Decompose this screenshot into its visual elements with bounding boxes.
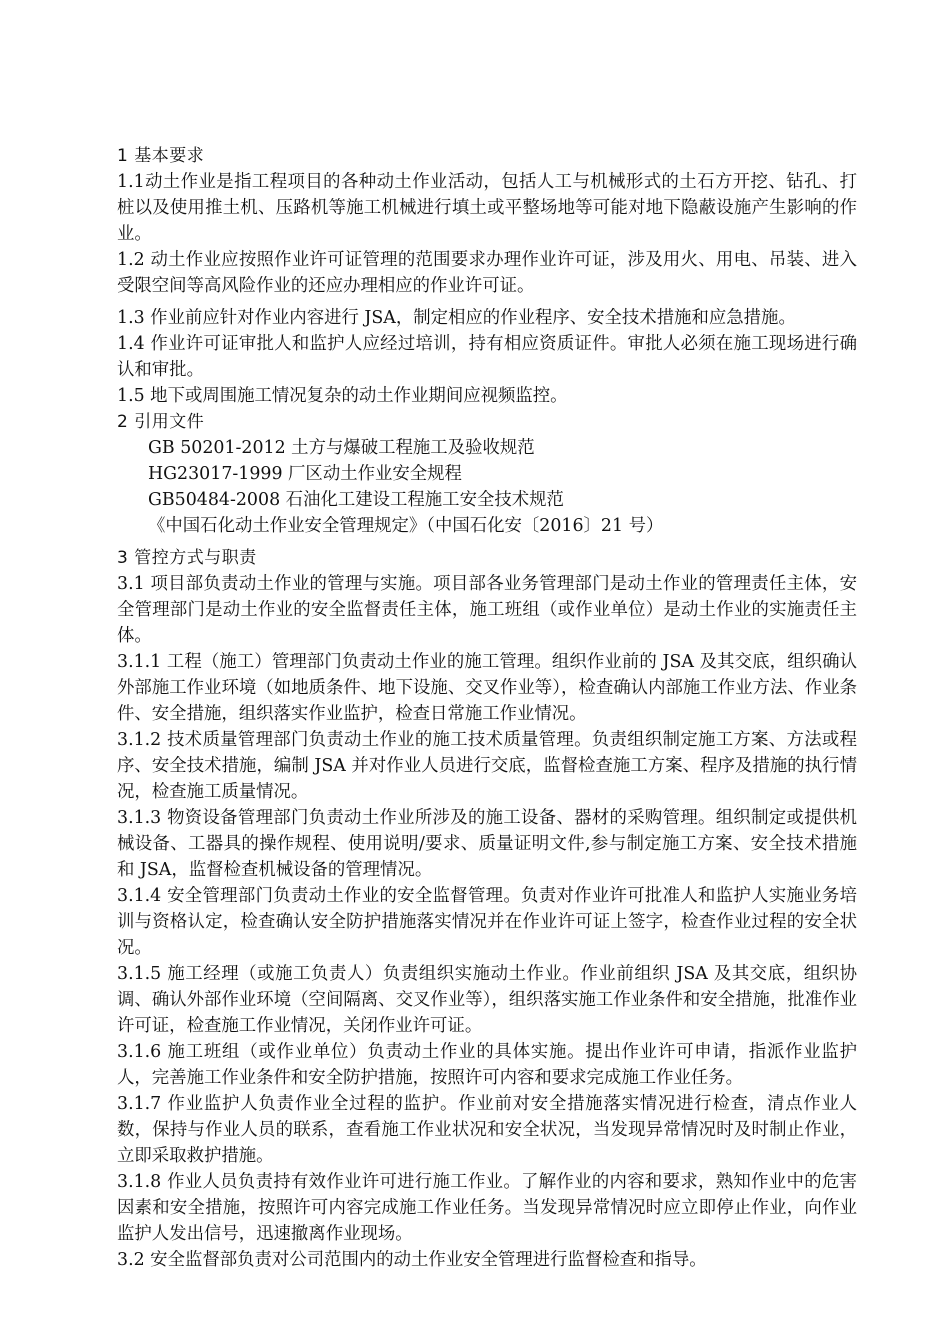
paragraph-3-1-6: 3.1.6 施工班组（或作业单位）负责动土作业的具体实施。提出作业许可申请，指派作业监护人，完善施工作业条件和安全防护措施，按照许可内容和要求完成施工作业任务。 <box>117 1042 857 1088</box>
section-heading-control-and-duties: 3 管控方式与职责 <box>117 548 257 568</box>
paragraph-1-2: 1.2 动土作业应按照作业许可证管理的范围要求办理作业许可证，涉及用火、用电、吊装、进入受限空间等高风险作业的还应办理相应的作业许可证。 <box>117 250 857 296</box>
section-heading-referenced-documents: 2 引用文件 <box>117 412 205 432</box>
paragraph-1-3: 1.3 作业前应针对作业内容进行 JSA，制定相应的作业程序、安全技术措施和应急措施。 <box>117 308 796 328</box>
paragraph-3-1-7: 3.1.7 作业监护人负责作业全过程的监护。作业前对安全措施落实情况进行检查，清点作业人数，保持与作业人员的联系，查看施工作业状况和安全状况，当发现异常情况时及时制止作业，立即采取救护措施。 <box>117 1094 857 1166</box>
paragraph-3-1-5: 3.1.5 施工经理（或施工负责人）负责组织实施动土作业。作业前组织 JSA 及其交底，组织协调、确认外部作业环境（空间隔离、交叉作业等），组织落实施工作业条件和安全措施，批准作业许可证，检查施工作业情况，关闭作业许可证。 <box>117 964 857 1036</box>
paragraph-3-1-4: 3.1.4 安全管理部门负责动土作业的安全监督管理。负责对作业许可批准人和监护人实施业务培训与资格认定，检查确认安全防护措施落实情况并在作业许可证上签字，检查作业过程的安全状况。 <box>117 886 857 958</box>
paragraph-3-1-8: 3.1.8 作业人员负责持有效作业许可进行施工作业。了解作业的内容和要求，熟知作业中的危害因素和安全措施，按照许可内容完成施工作业任务。当发现异常情况时应立即停止作业，向作业监护人发出信号，迅速撤离作业现场。 <box>117 1172 857 1244</box>
paragraph-1-1: 1.1动土作业是指工程项目的各种动土作业活动，包括人工与机械形式的土石方开挖、钻孔、打桩以及使用推土机、压路机等施工机械进行填土或平整场地等可能对地下隐蔽设施产生影响的作业。 <box>117 172 857 244</box>
document-body <box>117 143 857 1273</box>
paragraph-3-1-2: 3.1.2 技术质量管理部门负责动土作业的施工技术质量管理。负责组织制定施工方案、方法或程序、安全技术措施，编制 JSA 并对作业人员进行交底，监督检查施工方案、程序及措施的执行情况，检查施工质量情况。 <box>117 730 857 802</box>
paragraph-1-4: 1.4 作业许可证审批人和监护人应经过培训，持有相应资质证件。审批人必须在施工现场进行确认和审批。 <box>117 334 857 380</box>
reference-item: GB50484-2008 石油化工建设工程施工安全技术规范 <box>148 490 564 510</box>
section-heading-basic-requirements: 1 基本要求 <box>117 146 205 166</box>
reference-item: HG23017-1999 厂区动土作业安全规程 <box>148 464 462 484</box>
reference-item: GB 50201-2012 土方与爆破工程施工及验收规范 <box>148 438 535 458</box>
paragraph-3-1-3: 3.1.3 物资设备管理部门负责动土作业所涉及的施工设备、器材的采购管理。组织制定或提供机械设备、工器具的操作规程、使用说明/要求、质量证明文件,参与制定施工方案、安全技术措施和 JSA，监督检查机械设备的管理情况。 <box>117 808 857 880</box>
reference-item: 《中国石化动土作业安全管理规定》（中国石化安〔2016〕21 号） <box>148 516 664 536</box>
paragraph-3-1-1: 3.1.1 工程（施工）管理部门负责动土作业的施工管理。组织作业前的 JSA 及其交底，组织确认外部施工作业环境（如地质条件、地下设施、交叉作业等），检查确认内部施工作业方法、作业条件、安全措施，组织落实作业监护，检查日常施工作业情况。 <box>117 652 857 724</box>
paragraph-3-2: 3.2 安全监督部负责对公司范围内的动土作业安全管理进行监督检查和指导。 <box>117 1250 707 1270</box>
paragraph-3-1: 3.1 项目部负责动土作业的管理与实施。项目部各业务管理部门是动土作业的管理责任主体，安全管理部门是动土作业的安全监督责任主体，施工班组（或作业单位）是动土作业的实施责任主体。 <box>117 574 857 646</box>
paragraph-1-5: 1.5 地下或周围施工情况复杂的动土作业期间应视频监控。 <box>117 386 568 406</box>
